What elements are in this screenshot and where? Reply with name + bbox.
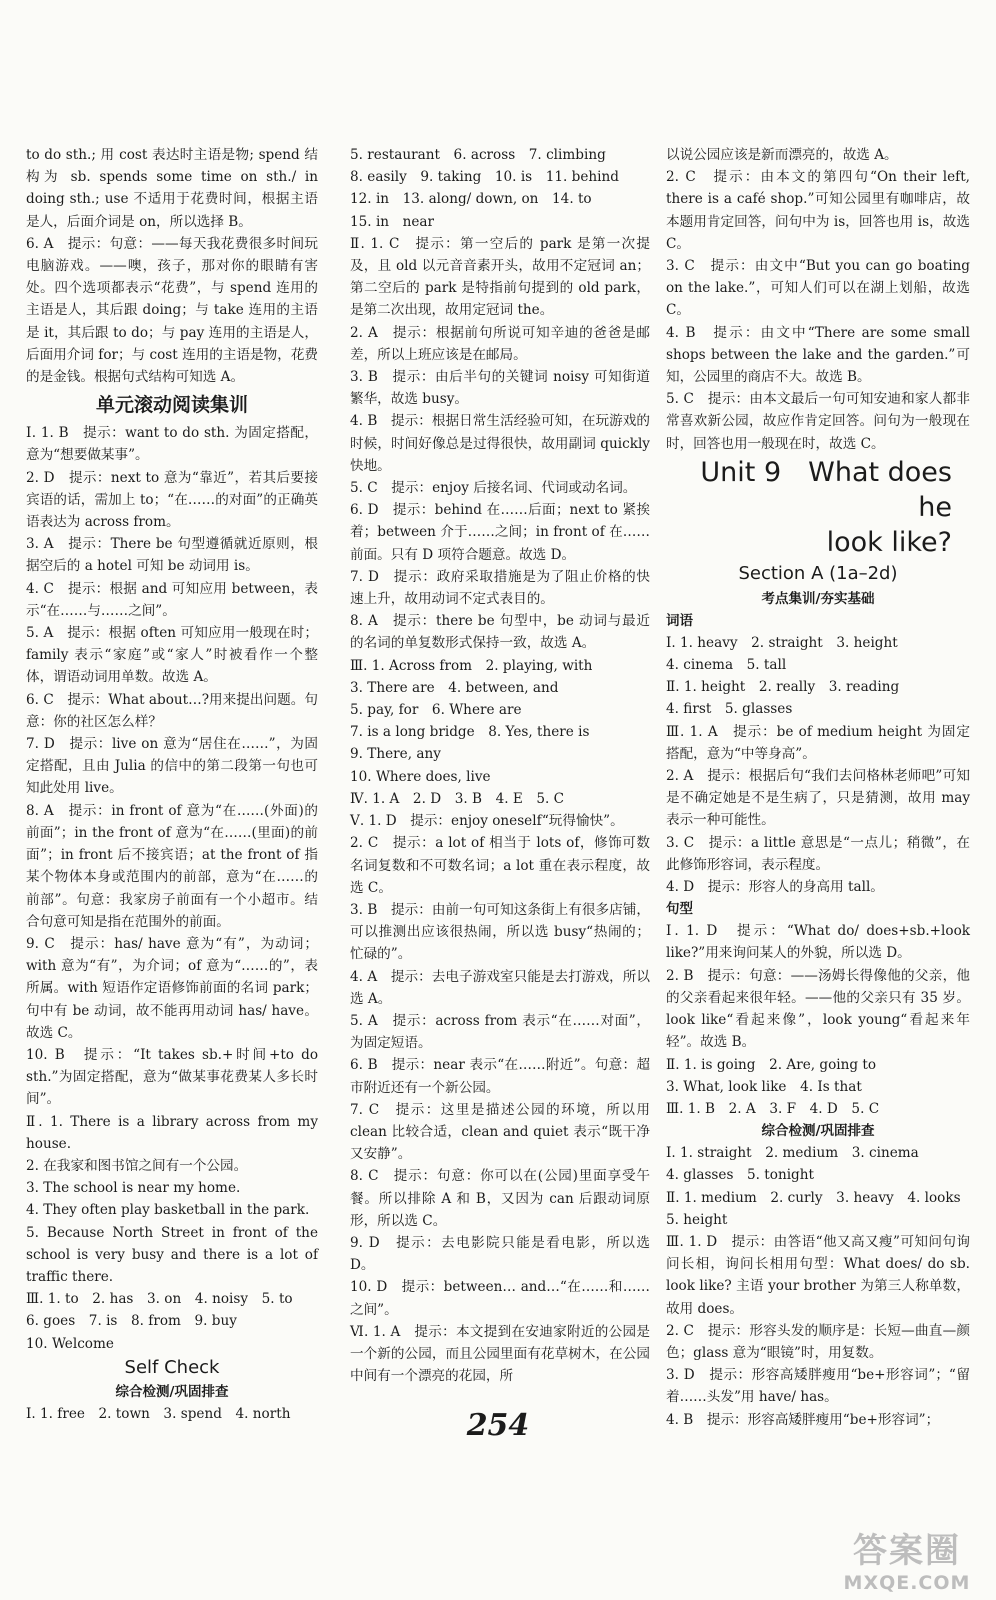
answer-item: 3. B 提示：由后半句的关键词 noisy 可知街道繁华，故选 busy。: [350, 369, 650, 408]
watermark-logo: [832, 1523, 982, 1594]
self-check-heading: Self Check: [124, 1356, 220, 1378]
answer-item: Ⅳ. 1. A 2. D 3. B 4. E 5. C: [350, 790, 565, 807]
unit-title-line-1: Unit 9 What does he: [700, 456, 952, 523]
answer-item: 5. C 提示：enjoy 后接名词、代词或动名词。: [350, 480, 637, 497]
section-heading: 单元滚动阅读集训: [95, 394, 248, 417]
answer-item: 7. D 提示：政府采取措施是为了阻止价格的快速上升，故用动词不定式表目的。: [350, 568, 650, 608]
answer-item: 4. first 5. glasses: [666, 701, 793, 718]
sentence-label: 句型: [666, 901, 693, 918]
answer-item: 5. pay, for 6. Where are: [350, 702, 522, 719]
answer-item: 7. is a long bridge 8. Yes, there is: [350, 724, 590, 741]
answer-item: 10. Where does, live: [350, 768, 491, 785]
answer-item: 3. D 提示：形容高矮胖瘦用“be+形容词”；“留着……头发”用 have/ has。: [666, 1367, 970, 1406]
answer-item: Ⅱ. 1. C 提示：第一空后的 park 是第一次提及，且 old 以元音音素开头，故用不定冠词 an；第二空后的 park 是特指前句提到的 old park，是第二次出现，故用定冠词 the。: [350, 235, 650, 319]
answer-item: 15. in near: [350, 213, 435, 230]
answer-item: 8. easily 9. taking 10. is 11. behind: [350, 169, 619, 186]
answer-item: 2. C 提示：由本文的第四句“On their left, there is a café shop.”可知公园里有咖啡店，故本题用肯定回答，问句中为 is，回答也用 is，故选 C。: [666, 169, 970, 252]
answer-item: 4. C 提示：根据 and 可知应用 between，表示“在……与……之间”。: [26, 580, 318, 619]
answer-item: 8. A 提示：there be 句型中，be 动词与最近的名词的单复数形式保持一致，故选 A。: [350, 613, 650, 652]
answer-item: 4. D 提示：形容人的身高用 tall。: [666, 879, 884, 896]
answer-item: 4. They often play basketball in the park.: [26, 1202, 310, 1219]
column-left: [26, 144, 318, 1425]
vocab-label: 词语: [666, 612, 693, 629]
answer-item: Ⅰ. 1. heavy 2. straight 3. height: [666, 634, 898, 651]
answer-item: 3. What, look like 4. Is that: [666, 1078, 862, 1095]
subheading: 综合检测/巩固排查: [115, 1383, 229, 1400]
answer-item: Ⅱ. 1. medium 2. curly 3. heavy 4. looks: [666, 1189, 961, 1206]
answer-item: 7. C 提示：这里是描述公园的环境，所以用 clean 比较合适，clean and quiet 表示“既干净又安静”。: [350, 1101, 650, 1163]
unit-title-line-2: look like?: [826, 526, 952, 558]
answer-item: 2. D 提示：next to 意为“靠近”，若其后要接宾语的话，需加上 to；“在……的对面”的正确英语表达为 across from。: [26, 469, 318, 531]
answer-item: 2. C 提示：形容头发的顺序是：长短—曲直—颜色；glass 意为“眼镜”时，用复数。: [666, 1322, 970, 1361]
answer-item: 3. C 提示：由文中“But you can go boating on the lake.”，可知人们可以在湖上划船，故选 C。: [666, 258, 970, 319]
answer-item: Ⅰ. 1. D 提示：“What do/ does+sb.+look like?”用来询问某人的外貌，所以选 D。: [666, 923, 970, 962]
answer-item: 4. A 提示：去电子游戏室只能是去打游戏，所以选 A。: [350, 968, 650, 1007]
answer-item: 5. Because North Street in front of the school is very busy and there is a lot of traffic there.: [26, 1224, 318, 1285]
answer-item: 6. D 提示：behind 在……后面；next to 紧挨着；between 介于……之间；in front of 在……前面。只有 D 项符合题意。故选 D。: [350, 502, 650, 563]
answer-item: 5. A 提示：根据 often 可知应用一般现在时；family 表示“家庭”或“家人”时被看作一个整体，谓语动词用单数。故选 A。: [26, 625, 318, 686]
answer-item: 4. B 提示：形容高矮胖瘦用“be+形容词”；: [666, 1411, 940, 1428]
answer-item: Ⅲ. 1. Across from 2. playing, with: [350, 657, 593, 674]
answer-item: Ⅱ. 1. is going 2. Are, going to: [666, 1056, 877, 1073]
answer-item: 2. 在我家和图书馆之间有一个公园。: [26, 1157, 248, 1174]
answer-item: 5. height: [666, 1211, 728, 1228]
answer-item: Ⅱ. 1. There is a library across from my house.: [26, 1113, 318, 1152]
answer-item: 6. C 提示：What about…?用来提出问题。句意：你的社区怎么样？: [26, 691, 318, 730]
answer-item: 9. D 提示：去电影院只能是看电影，所以选 D。: [350, 1234, 650, 1274]
answer-item: Ⅲ. 1. B 2. A 3. F 4. D 5. C: [666, 1100, 880, 1117]
answer-item: Ⅰ. 1. B 提示：want to do sth. 为固定搭配，意为“想要做某事”。: [26, 425, 318, 464]
comprehensive-label: 综合检测/巩固排查: [761, 1123, 875, 1140]
answer-item: Ⅴ. 1. D 提示：enjoy oneself“玩得愉快”。: [350, 813, 624, 830]
answer-item: Ⅲ. 1. A 提示：be of medium height 为固定搭配，意为“中等身高”。: [666, 723, 970, 762]
answer-item: 10. B 提示：“It takes sb.+时间+to do sth.”为固定搭配，意为“做某事花费某人多长时间”。: [26, 1046, 318, 1108]
answer-item: 5. C 提示：由本文最后一句可知安迪和家人都非常喜欢新公园，故应作肯定回答。问句为一般现在时，回答也用一般现在时，故选 C。: [666, 391, 970, 452]
answer-item: 3. C 提示：a little 意思是“一点儿；稍微”，在此修饰形容词，表示程度。: [666, 834, 970, 873]
answer-item: 12. in 13. along/ down, on 14. to: [350, 191, 592, 208]
answer-item: 4. glasses 5. tonight: [666, 1167, 814, 1184]
answer-item: 10. D 提示：between… and…“在……和……之间”。: [350, 1279, 650, 1318]
section-subtitle: 考点集训/夯实基础: [761, 590, 875, 607]
answer-item: 2. A 提示：根据后句“我们去问格林老师吧”可知是不确定她是不是生病了，只是猜测，故用 may 表示一种可能性。: [666, 768, 970, 829]
answer-item: 6. goes 7. is 8. from 9. buy: [26, 1313, 237, 1330]
answer-item: 8. A 提示：in front of 意为“在……(外面)的前面”；in the front of 意为“在……(里面)的前面”；in front 后不接宾语；at the front of 指某个物体本身或范围内的前部，意为“在……的前部”。句意：我家房子前面有一个小超市。结合句意可知是指在范围外的前面。: [26, 802, 318, 930]
answer-item: 4. B 提示：根据日常生活经验可知，在玩游戏的时候，时间好像总是过得很快，故用副词 quickly 快地。: [350, 413, 650, 474]
answer-item: 以说公园应该是新而漂亮的，故选 A。: [666, 147, 898, 163]
answer-item: 6. B 提示：near 表示“在……附近”。句意：超市附近还有一个新公园。: [350, 1057, 650, 1096]
answer-item: 2. C 提示：a lot of 相当于 lots of，修饰可数名词复数和不可数名词；a lot 重在表示程度，故选 C。: [350, 835, 650, 896]
answer-item: 6. A 提示：句意：——每天我花费很多时间玩电脑游戏。——噢，孩子，那对你的眼睛有害处。四个选项都表示“花费”，与 spend 连用的主语是人，其后跟 doing；与 take 连用的主语是 it，其后跟 to do；与 pay 连用的主语是人，后面用介词 for；与 cost 连用的主语是物，花费的是金钱。根据句式结构可知选 A。: [26, 235, 319, 386]
answer-item: Ⅰ. 1. straight 2. medium 3. cinema: [666, 1145, 919, 1162]
answer-item: Ⅲ. 1. to 2. has 3. on 4. noisy 5. to: [26, 1291, 293, 1308]
answer-item: to do sth.; 用 cost 表达时主语是物; spend 结构为 sb. spends some time on sth./ in doing sth.; use 不适用于花费时间，根据主语是人，后面介词是 on，所以选择 B。: [26, 147, 318, 230]
answer-item: 10. Welcome: [26, 1335, 114, 1352]
answer-item: Ⅱ. 1. height 2. really 3. reading: [666, 679, 900, 696]
answer-item: Ⅰ. 1. free 2. town 3. spend 4. north: [26, 1405, 291, 1422]
answer-item: 3. The school is near my home.: [26, 1180, 241, 1197]
answer-item: 3. There are 4. between, and: [350, 679, 559, 696]
answer-item: Ⅵ. 1. A 提示：本文提到在安迪家附近的公园是一个新的公园，而且公园里面有花草树木，在公园中间有一个漂亮的花园，所: [350, 1323, 650, 1385]
watermark-title: 答案圈: [853, 1531, 961, 1571]
answer-item: 4. cinema 5. tall: [666, 657, 787, 674]
column-middle: [350, 144, 650, 1387]
answer-item: Ⅲ. 1. D 提示：由答语“他又高又瘦”可知问句询问长相，询问长相用句型：What does/ do sb. look like? 主语 your brother 为第三人称单数，故用 does。: [666, 1233, 970, 1317]
answer-item: 8. C 提示：句意：你可以在(公园)里面享受午餐。所以排除 A 和 B，又因为 can 后跟动词原形，所以选 C。: [350, 1168, 650, 1229]
answer-item: 7. D 提示：live on 意为“居住在……”，为固定搭配，且由 Julia 的信中的第二段第一句也可知此处用 live。: [26, 736, 318, 797]
answer-item: 2. A 提示：根据前句所说可知辛迪的爸爸是邮差，所以上班应该是在邮局。: [350, 324, 650, 363]
watermark-url: MXQE.COM: [843, 1572, 971, 1594]
answer-item: 2. B 提示：句意：——汤姆长得像他的父亲，他的父亲看起来很年轻。——他的父亲只有 35 岁。look like“看起来像”，look young“看起来年轻”。故选 B。: [666, 967, 970, 1051]
page-number: 254: [466, 1408, 530, 1443]
answer-item: 4. B 提示：由文中“There are some small shops between the lake and the garden.”可知，公园里的商店不大。故选 B。: [666, 324, 970, 386]
section-title: Section A (1a–2d): [738, 562, 898, 584]
answer-item: 9. C 提示：has/ have 意为“有”，为动词；with 意为“有”，为介词；of 意为“……的”，表所属。with 短语作定语修饰前面的名词 park；句中有 be 动词，故不能再用动词 has/ have。故选 C。: [26, 935, 318, 1041]
column-right: [666, 144, 970, 1431]
answer-item: 3. A 提示：There be 句型遵循就近原则，根据空后的 a hotel 可知 be 动词用 is。: [26, 536, 318, 575]
answer-item: 5. A 提示：across from 表示“在……对面”，为固定短语。: [350, 1012, 650, 1052]
answer-item: 3. B 提示：由前一句可知这条街上有很多店铺，可以推测出应该很热闹，所以选 busy“热闹的；忙碌的”。: [350, 901, 650, 963]
answer-item: 9. There, any: [350, 746, 441, 763]
answer-item: 5. restaurant 6. across 7. climbing: [350, 147, 606, 163]
